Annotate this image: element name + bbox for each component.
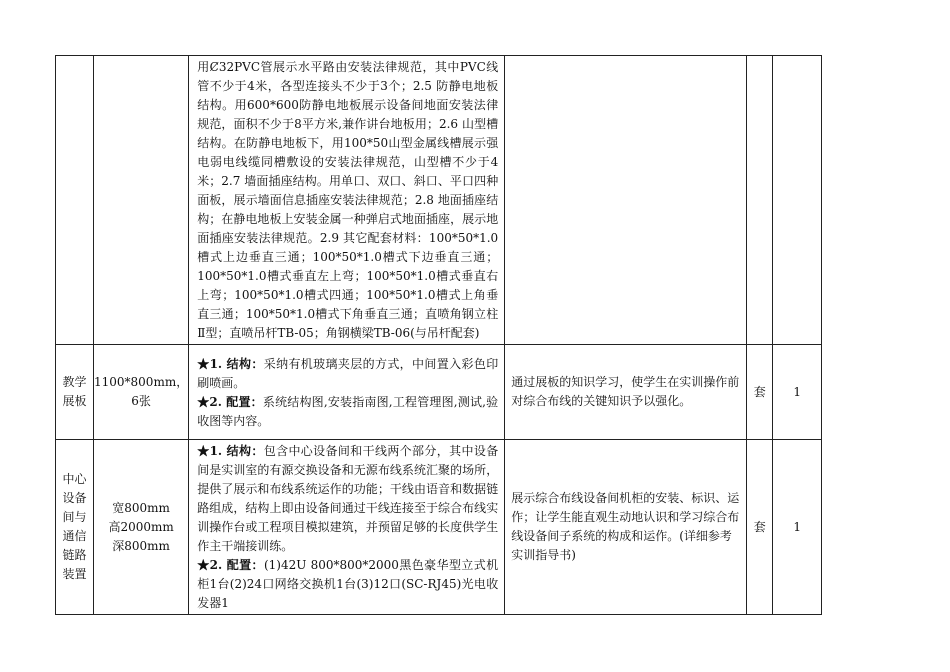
spec-cell <box>94 440 189 615</box>
description-text: 用Ȼ32PVC管展示水平路由安装法律规范，其中PVC线管不少于4米，各型连接头不少于3个；2.5 防静电地板结构。用600*600防静电地板展示设备间地面安装法律规范，面积不少于8平方米,兼作讲台地板用；2.6 山型槽结构。在防静电地板下，用100*50山型金属线槽展示强电弱电线缆同槽敷设的安装法律规范，山型槽不少于4米；2.7 墙面插座结构。用单口、双口、斜口、平口四种面板，展示墙面信息插座安装法律规范；2.8 地面插座结构；在静电地板上安装金属一种弹启式地面插座，展示地面插座安装法律规范。2.9 其它配套材料：100*50*1.0槽式上边垂直三通；100*50*1.0槽式下边垂直三通；100*50*1.0槽式垂直左上弯；100*50*1.0槽式垂直右上弯；100*50*1.0槽式四通；100*50*1.0槽式上角垂直三通；100*50*1.0槽式下角垂直三通；直喷角钢立柱Ⅱ型；直喷吊杆TB-05；角钢横梁TB-06(与吊杆配套) <box>197 60 499 340</box>
table-row <box>56 440 822 615</box>
item-text: 系统结构图,安装指南图,工程管理图,测试,验收图等内容。 <box>197 394 499 428</box>
spec-line: 宽800mm <box>112 500 170 515</box>
description-item <box>197 355 498 393</box>
description-cell <box>189 440 505 615</box>
item-text: 采纳有机玻璃夹层的方式，中间置入彩色印刷喷画。 <box>197 356 499 390</box>
item-name-cell <box>56 56 94 345</box>
note-cell: 展示综合布线设备间机柜的安装、标识、运作；让学生能直观生动地认识和学习综合布线设备间子系统的构成和运作。(详细参考实训指导书) <box>505 440 747 615</box>
qty-cell: 1 <box>773 345 822 440</box>
description-item <box>197 393 498 431</box>
spec-table <box>55 55 822 615</box>
description-item <box>197 556 498 613</box>
description-item <box>197 442 498 556</box>
unit-cell: 套 <box>747 345 773 440</box>
qty-cell <box>773 56 822 345</box>
description-cell <box>189 345 505 440</box>
star-label: ★2. 配置： <box>197 558 264 572</box>
spec-line: 深800mm <box>112 538 170 553</box>
item-name-cell: 教学展板 <box>56 345 94 440</box>
description-cell <box>189 56 505 345</box>
item-name-cell: 中心设备间与通信链路装置 <box>56 440 94 615</box>
spec-line: 高2000mm <box>108 519 174 534</box>
unit-cell: 套 <box>747 440 773 615</box>
item-text: 包含中心设备间和干线两个部分，其中设备间是实训室的有源交换设备和无源布线系统汇聚的场所，提供了展示和布线系统运作的功能；干线由语音和数据链路组成，结构上即由设备间通过干线连接至于综合布线实训操作台或工程项目模拟建筑，并预留足够的长度供学生作主干端接训练。 <box>197 444 499 553</box>
item-text: (1)42U 800*800*2000黑色豪华型立式机柜1台(2)24口网络交换机1台(3)12口(SC-RJ45)光电收发器1 <box>197 558 499 610</box>
spec-cell: 1100*800mm，6张 <box>94 345 189 440</box>
unit-cell <box>747 56 773 345</box>
table-row <box>56 56 822 345</box>
spec-cell <box>94 56 189 345</box>
note-cell: 通过展板的知识学习，使学生在实训操作前对综合布线的关键知识予以强化。 <box>505 345 747 440</box>
star-label: ★2. 配置： <box>197 394 263 409</box>
star-label: ★1. 结构： <box>197 356 264 371</box>
qty-cell: 1 <box>773 440 822 615</box>
note-cell <box>505 56 747 345</box>
table-row <box>56 345 822 440</box>
star-label: ★1. 结构： <box>197 444 264 458</box>
